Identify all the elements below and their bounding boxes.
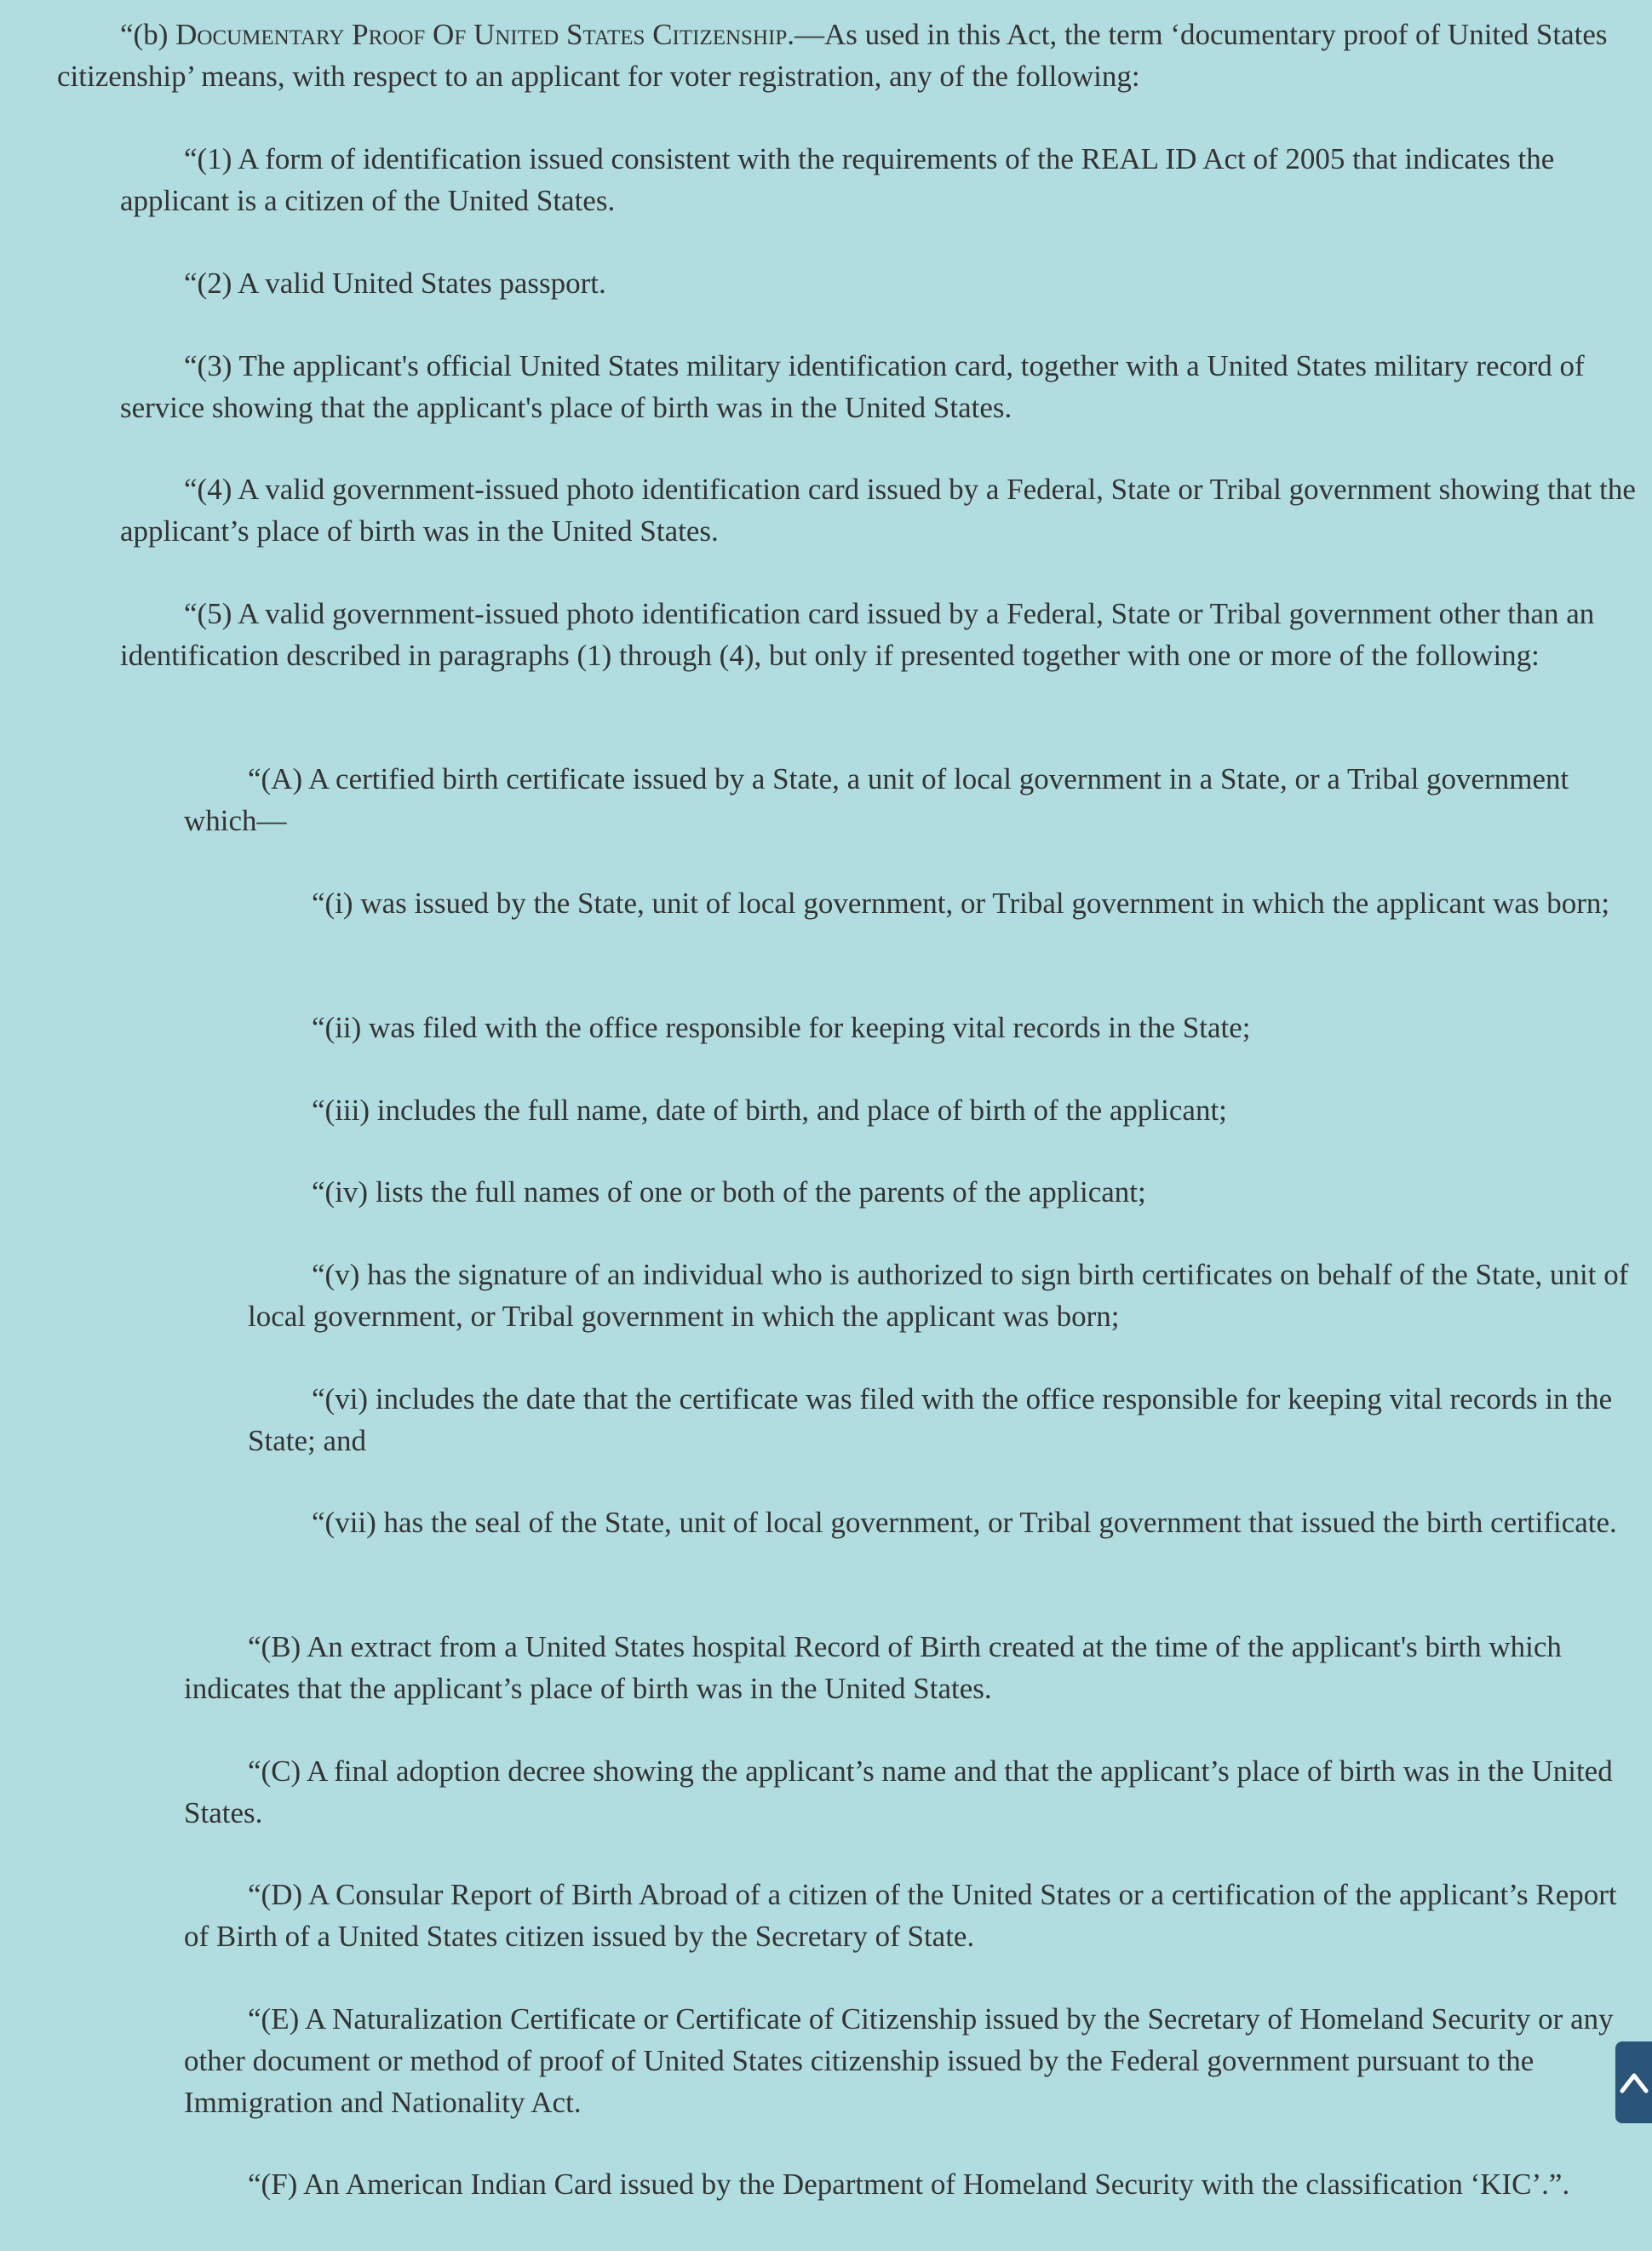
paragraph-2: “(2) A valid United States passport. [184, 267, 606, 300]
clause-vii: “(vii) has the seal of the State, unit of local government, or Tribal government that issued the birth certificate. [312, 1506, 1617, 1539]
paragraph-4: “(4) A valid government-issued photo identification card issued by a Federal, State or Tribal government showing that the applicant’s place of birth was in the United States. [120, 473, 1636, 548]
subparagraph-b: “(B) An extract from a United States hospital Record of Birth created at the time of the applicant's birth which indicates that the applicant’s place of birth was in the United States. [184, 1630, 1562, 1705]
heading-body: —As used in this Act, the term ‘documentary proof of United States citizenship’ means, with respect to an applicant for voter registration, any of the following: [57, 18, 1608, 93]
subparagraph-d: “(D) A Consular Report of Birth Abroad of a citizen of the United States or a certification of the applicant’s Report of Birth of a United States citizen issued by the Secretary of State. [184, 1878, 1617, 1953]
paragraph-3: “(3) The applicant's official United States military identification card, together with a United States military record of service showing that the applicant's place of birth was in the United States. [120, 349, 1585, 424]
clause-v: “(v) has the signature of an individual who is authorized to sign birth certificates on behalf of the State, unit of local government, or Tribal government in which the applicant was born; [248, 1258, 1629, 1333]
clause-iv: “(iv) lists the full names of one or both of the parents of the applicant; [312, 1175, 1146, 1209]
scroll-to-top-button[interactable] [1615, 2041, 1652, 2123]
heading-prefix: “(b) [120, 18, 176, 51]
paragraph-5: “(5) A valid government-issued photo identification card issued by a Federal, State or Tribal government other than an identification described in paragraphs (1) through (4), but only if presented together with one or more of the following: [120, 597, 1595, 672]
paragraph-1: “(1) A form of identification issued consistent with the requirements of the REAL ID Act of 2005 that indicates the applicant is a citizen of the United States. [120, 142, 1555, 217]
clause-ii: “(ii) was filed with the office responsible for keeping vital records in the State; [312, 1011, 1251, 1044]
section-heading-paragraph [57, 14, 1624, 97]
clause-iii: “(iii) includes the full name, date of birth, and place of birth of the applicant; [312, 1094, 1227, 1127]
subparagraph-c: “(C) A final adoption decree showing the applicant’s name and that the applicant’s place of birth was in the United States. [184, 1754, 1613, 1829]
section-caption: Documentary Proof Of United States Citizenship. [175, 18, 794, 51]
subparagraph-e: “(E) A Naturalization Certificate or Certificate of Citizenship issued by the Secretary of Homeland Security or any other document or method of proof of United States citizenship issued by the Federal government pursuant to the Immigration and Nationality Act. [184, 2002, 1614, 2119]
chevron-up-icon [1615, 2041, 1652, 2123]
subparagraph-a: “(A) A certified birth certificate issued by a State, a unit of local government in a State, or a Tribal government which— [184, 762, 1569, 837]
clause-vi: “(vi) includes the date that the certificate was filed with the office responsible for keeping vital records in the State; and [248, 1382, 1613, 1457]
clause-i: “(i) was issued by the State, unit of local government, or Tribal government in which the applicant was born; [312, 887, 1610, 920]
subparagraph-f: “(F) An American Indian Card issued by the Department of Homeland Security with the classification ‘KIC’.”. [248, 2168, 1570, 2201]
